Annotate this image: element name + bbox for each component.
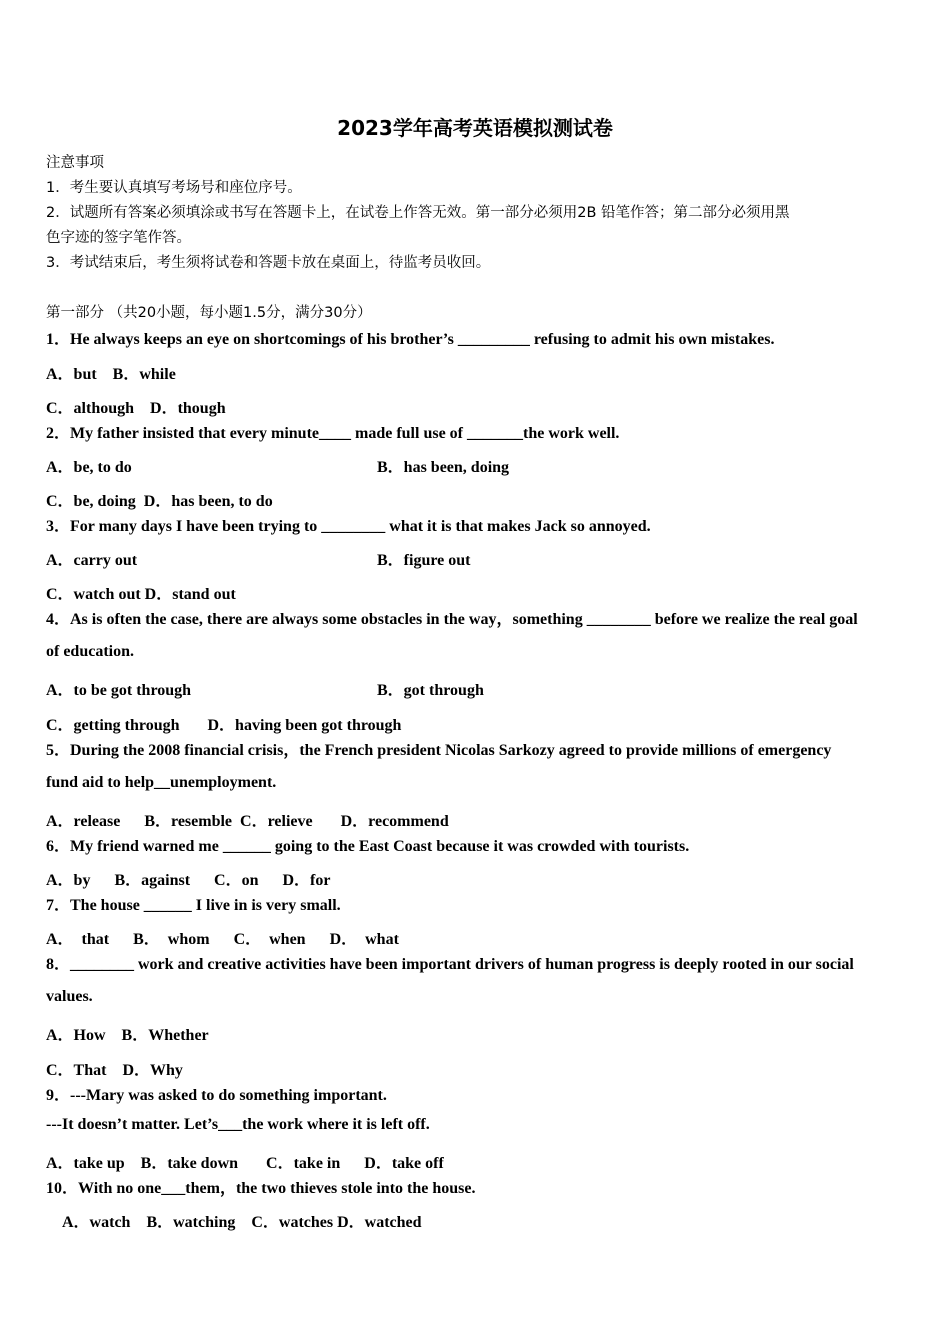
notice-heading: 注意事项 <box>46 155 104 171</box>
question-stem: 7．The house ______ I live in is very small. <box>46 897 341 914</box>
answer-option: B．got through <box>377 682 484 699</box>
answer-options: A．release B．resemble C．relieve D．recommend <box>46 813 449 830</box>
answer-options: A． that B． whom C． when D． what <box>46 931 399 948</box>
question-stem: 10．With no one___them，the two thieves stole into the house. <box>46 1180 476 1197</box>
question-stem: 4．As is often the case, there are always some obstacles in the way，something ________ before we realize the real goal <box>46 611 858 628</box>
answer-options: C．getting through D．having been got through <box>46 717 402 734</box>
question-stem: 2．My father insisted that every minute____ made full use of _______the work well. <box>46 425 620 442</box>
question-stem: 1．He always keeps an eye on shortcomings of his brother’s _________ refusing to admit his own mistakes. <box>46 331 775 348</box>
notice-item: 3．考试结束后，考生须将试卷和答题卡放在桌面上，待监考员收回。 <box>46 255 491 271</box>
page-title: 2023学年高考英语模拟测试卷 <box>337 116 613 140</box>
question-stem-cont: values. <box>46 988 93 1005</box>
answer-options: A．take up B．take down C．take in D．take off <box>46 1155 444 1172</box>
answer-options: A．but B．while <box>46 366 176 383</box>
question-stem-cont: ---It doesn’t matter. Let’s___the work where it is left off. <box>46 1116 430 1133</box>
answer-option: A．be, to do <box>46 459 132 476</box>
question-stem: 8．________ work and creative activities have been important drivers of human progress is deeply rooted in our social <box>46 956 854 973</box>
answer-options: C．That D．Why <box>46 1062 183 1079</box>
answer-options: A．How B．Whether <box>46 1027 209 1044</box>
question-stem: 9．---Mary was asked to do something important. <box>46 1087 387 1104</box>
answer-options: A．by B．against C．on D．for <box>46 872 331 889</box>
notice-item: 色字迹的签字笔作答。 <box>46 230 191 246</box>
answer-option: B．figure out <box>377 552 471 569</box>
question-stem-cont: of education. <box>46 643 134 660</box>
answer-option: A．to be got through <box>46 682 192 699</box>
answer-options: C．watch out D．stand out <box>46 586 236 603</box>
question-stem-cont: fund aid to help__unemployment. <box>46 774 277 791</box>
answer-options: C．be, doing D．has been, to do <box>46 493 273 510</box>
notice-item: 1．考生要认真填写考场号和座位序号。 <box>46 180 302 196</box>
answer-option: B．has been, doing <box>377 459 510 476</box>
notice-item: 2．试题所有答案必须填涂或书写在答题卡上，在试卷上作答无效。第一部分必须用2B 铅笔作答；第二部分必须用黑 <box>46 205 790 221</box>
question-stem: 5．During the 2008 financial crisis，the French president Nicolas Sarkozy agreed to provide millions of emergency <box>46 742 832 759</box>
answer-options: A．watch B．watching C．watches D．watched <box>62 1214 422 1231</box>
question-stem: 3．For many days I have been trying to ________ what it is that makes Jack so annoyed. <box>46 518 651 535</box>
section-heading: 第一部分 （共20小题，每小题1.5分，满分30分） <box>46 305 372 321</box>
answer-option: A．carry out <box>46 552 138 569</box>
answer-options: C．although D．though <box>46 400 226 417</box>
question-stem: 6．My friend warned me ______ going to the East Coast because it was crowded with tourists. <box>46 838 690 855</box>
